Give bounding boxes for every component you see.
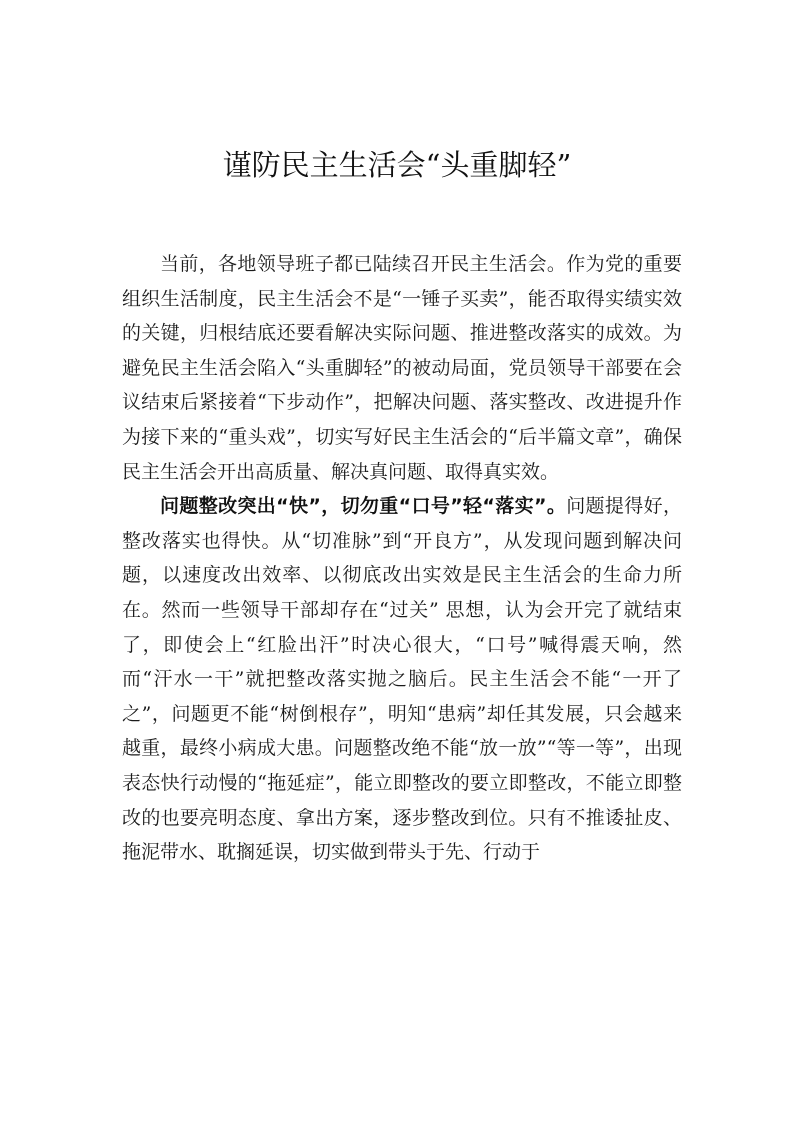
section-heading: 问题整改突出“快”，切勿重“口号”轻“落实”。 xyxy=(160,495,567,518)
paragraph-intro xyxy=(122,247,682,489)
paragraph-text: 问题提得好，整改落实也得快。从“切准脉”到“开良方”，从发现问题到解决问题，以速度改出效率、以彻底改出实效是民主生活会的生命力所在。然而一些领导干部却存在“过关” 思想，认为会开完了就结束了，即使会上“红脸出汗”时决心很大，“口号”喊得震天响，然而“汗水一干”就把整改落实抛之脑后。民主生活会不能“一开了之”，问题更不能“树倒根存”，明知“患病”却任其发展，只会越来越重，最终小病成大患。问题整改绝不能“放一放”“等一等”，出现表态快行动慢的“拖延症”，能立即整改的要立即整改，不能立即整改的也要亮明态度、拿出方案，逐步整改到位。只有不推诿扯皮、拖泥带水、耽搁延误，切实做到带头于先、行动于 xyxy=(122,495,682,864)
page-title: 谨防民主生活会“头重脚轻” xyxy=(222,148,572,182)
document-body xyxy=(122,247,682,870)
paragraph-text: 当前，各地领导班子都已陆续召开民主生活会。作为党的重要组织生活制度，民主生活会不是“一锤子买卖”，能否取得实绩实效的关键，归根结底还要看解决实际问题、推进整改落实的成效。为避免民主生活会陷入“头重脚轻”的被动局面，党员领导干部要在会议结束后紧接着“下步动作”，把解决问题、落实整改、改进提升作为接下来的“重头戏”，切实写好民主生活会的“后半篇文章”，确保民主生活会开出高质量、解决真问题、取得真实效。 xyxy=(122,253,682,483)
paragraph-section-1 xyxy=(122,489,682,870)
